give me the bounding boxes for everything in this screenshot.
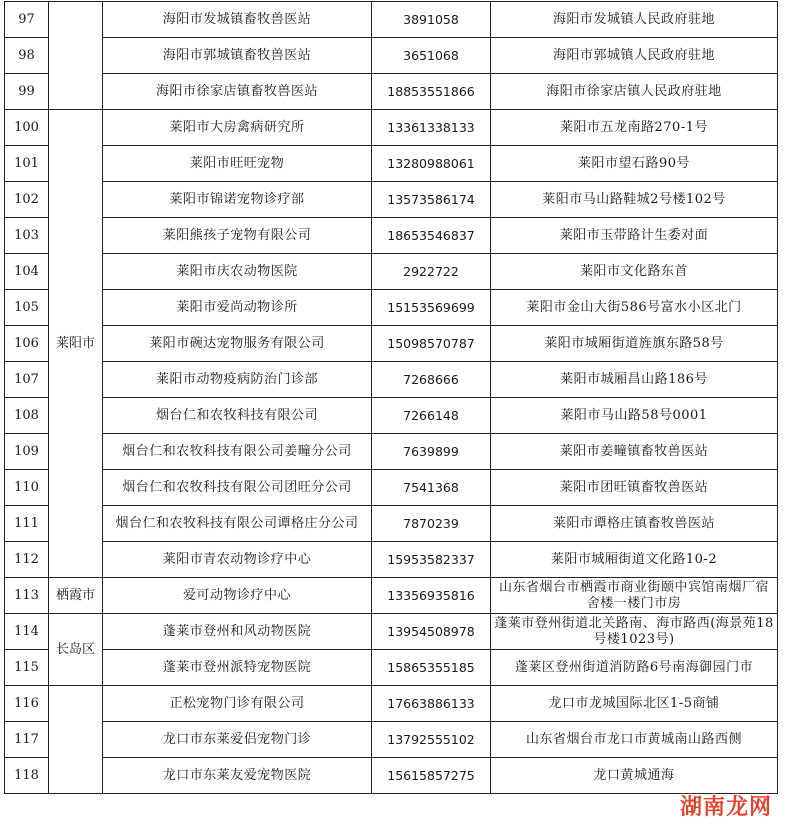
clinic-name: 莱阳市青农动物诊疗中心 — [103, 542, 372, 578]
table-row — [5, 758, 778, 794]
table-row — [5, 506, 778, 542]
table-row — [5, 470, 778, 506]
row-number: 99 — [5, 74, 49, 110]
area-cell-longkou — [49, 686, 103, 794]
clinic-address: 莱阳市姜疃镇畜牧兽医站 — [491, 434, 778, 470]
clinic-name: 莱阳熊孩子宠物有限公司 — [103, 218, 372, 254]
phone-number: 17663886133 — [372, 686, 491, 722]
phone-number: 13280988061 — [372, 146, 491, 182]
row-number: 97 — [5, 2, 49, 38]
row-number: 101 — [5, 146, 49, 182]
table-row — [5, 362, 778, 398]
clinic-name: 烟台仁和农牧科技有限公司姜疃分公司 — [103, 434, 372, 470]
phone-number: 15865355185 — [372, 650, 491, 686]
table-row — [5, 614, 778, 650]
table-row — [5, 290, 778, 326]
clinic-address: 蓬莱市登州街道北关路南、海市路西(海景苑18号楼1023号) — [491, 614, 778, 650]
phone-number: 2922722 — [372, 254, 491, 290]
clinic-address: 莱阳市马山路58号0001 — [491, 398, 778, 434]
phone-number: 18853551866 — [372, 74, 491, 110]
table-row — [5, 578, 778, 614]
table-row — [5, 146, 778, 182]
clinic-name: 烟台仁和农牧科技有限公司团旺分公司 — [103, 470, 372, 506]
clinic-name: 爱可动物诊疗中心 — [103, 578, 372, 614]
table-row — [5, 182, 778, 218]
clinic-address: 莱阳市城厢街道旌旗东路58号 — [491, 326, 778, 362]
clinic-address: 海阳市发城镇人民政府驻地 — [491, 2, 778, 38]
table-row — [5, 434, 778, 470]
watermark-logo: 湖南龙网 — [679, 795, 772, 820]
area-cell-laiyang: 莱阳市 — [49, 110, 103, 578]
clinic-name: 莱阳市大房禽病研究所 — [103, 110, 372, 146]
table-row — [5, 2, 778, 38]
table-row — [5, 38, 778, 74]
row-number: 104 — [5, 254, 49, 290]
clinic-address: 莱阳市望石路90号 — [491, 146, 778, 182]
table-row — [5, 650, 778, 686]
clinic-address: 莱阳市城厢昌山路186号 — [491, 362, 778, 398]
clinic-name: 烟台仁和农牧科技有限公司谭格庄分公司 — [103, 506, 372, 542]
phone-number: 7870239 — [372, 506, 491, 542]
table-row — [5, 218, 778, 254]
phone-number: 7268666 — [372, 362, 491, 398]
row-number: 118 — [5, 758, 49, 794]
clinic-name: 蓬莱市登州派特宠物医院 — [103, 650, 372, 686]
phone-number: 13361338133 — [372, 110, 491, 146]
row-number: 98 — [5, 38, 49, 74]
row-number: 112 — [5, 542, 49, 578]
clinic-name: 莱阳市庆农动物医院 — [103, 254, 372, 290]
row-number: 109 — [5, 434, 49, 470]
row-number: 113 — [5, 578, 49, 614]
clinic-name: 莱阳市动物疫病防治门诊部 — [103, 362, 372, 398]
phone-number: 15953582337 — [372, 542, 491, 578]
row-number: 111 — [5, 506, 49, 542]
row-number: 100 — [5, 110, 49, 146]
clinic-address: 蓬莱区登州街道消防路6号南海御园门市 — [491, 650, 778, 686]
clinic-address: 莱阳市团旺镇畜牧兽医站 — [491, 470, 778, 506]
clinic-address: 山东省烟台市栖霞市商业街颐中宾馆南烟厂宿舍楼一楼门市房 — [491, 578, 778, 614]
row-number: 117 — [5, 722, 49, 758]
phone-number: 13792555102 — [372, 722, 491, 758]
phone-number: 7266148 — [372, 398, 491, 434]
area-cell-changdao: 长岛区 — [49, 614, 103, 686]
clinic-address: 莱阳市玉带路计生委对面 — [491, 218, 778, 254]
phone-number: 7639899 — [372, 434, 491, 470]
row-number: 114 — [5, 614, 49, 650]
area-cell-qixia: 栖霞市 — [49, 578, 103, 614]
clinic-address: 龙口黄城通海 — [491, 758, 778, 794]
phone-number: 3891058 — [372, 2, 491, 38]
clinic-address: 莱阳市城厢街道文化路10-2 — [491, 542, 778, 578]
row-number: 116 — [5, 686, 49, 722]
clinic-address: 莱阳市谭格庄镇畜牧兽医站 — [491, 506, 778, 542]
row-number: 105 — [5, 290, 49, 326]
clinic-name: 烟台仁和农牧科技有限公司 — [103, 398, 372, 434]
clinic-address: 莱阳市马山路鞋城2号楼102号 — [491, 182, 778, 218]
row-number: 115 — [5, 650, 49, 686]
phone-number: 15615857275 — [372, 758, 491, 794]
phone-number: 7541368 — [372, 470, 491, 506]
clinic-address: 龙口市龙城国际北区1-5商铺 — [491, 686, 778, 722]
table-row — [5, 542, 778, 578]
table-row — [5, 326, 778, 362]
vet-clinic-table — [4, 1, 778, 794]
phone-number: 18653546837 — [372, 218, 491, 254]
phone-number: 13356935816 — [372, 578, 491, 614]
clinic-name: 海阳市发城镇畜牧兽医站 — [103, 2, 372, 38]
clinic-name: 莱阳市爱尚动物诊所 — [103, 290, 372, 326]
clinic-name: 莱阳市旺旺宠物 — [103, 146, 372, 182]
clinic-address: 海阳市徐家店镇人民政府驻地 — [491, 74, 778, 110]
clinic-address: 莱阳市金山大街586号富水小区北门 — [491, 290, 778, 326]
table-row — [5, 254, 778, 290]
clinic-name: 龙口市东莱爱侣宠物门诊 — [103, 722, 372, 758]
clinic-name: 莱阳市锦诺宠物诊疗部 — [103, 182, 372, 218]
phone-number: 13954508978 — [372, 614, 491, 650]
row-number: 108 — [5, 398, 49, 434]
table-row — [5, 110, 778, 146]
phone-number: 15098570787 — [372, 326, 491, 362]
table-row — [5, 686, 778, 722]
row-number: 102 — [5, 182, 49, 218]
phone-number: 3651068 — [372, 38, 491, 74]
clinic-name: 海阳市徐家店镇畜牧兽医站 — [103, 74, 372, 110]
clinic-address: 海阳市郭城镇人民政府驻地 — [491, 38, 778, 74]
clinic-address: 莱阳市五龙南路270-1号 — [491, 110, 778, 146]
clinic-address: 山东省烟台市龙口市黄城南山路西侧 — [491, 722, 778, 758]
clinic-name: 莱阳市碗达宠物服务有限公司 — [103, 326, 372, 362]
phone-number: 15153569699 — [372, 290, 491, 326]
clinic-address: 莱阳市文化路东首 — [491, 254, 778, 290]
table-row — [5, 722, 778, 758]
row-number: 107 — [5, 362, 49, 398]
table-row — [5, 398, 778, 434]
clinic-name: 正松宠物门诊有限公司 — [103, 686, 372, 722]
phone-number: 13573586174 — [372, 182, 491, 218]
table-row — [5, 74, 778, 110]
clinic-name: 蓬莱市登州和风动物医院 — [103, 614, 372, 650]
area-cell-haiyang — [49, 2, 103, 110]
row-number: 106 — [5, 326, 49, 362]
clinic-name: 龙口市东莱友爱宠物医院 — [103, 758, 372, 794]
row-number: 110 — [5, 470, 49, 506]
clinic-name: 海阳市郭城镇畜牧兽医站 — [103, 38, 372, 74]
row-number: 103 — [5, 218, 49, 254]
